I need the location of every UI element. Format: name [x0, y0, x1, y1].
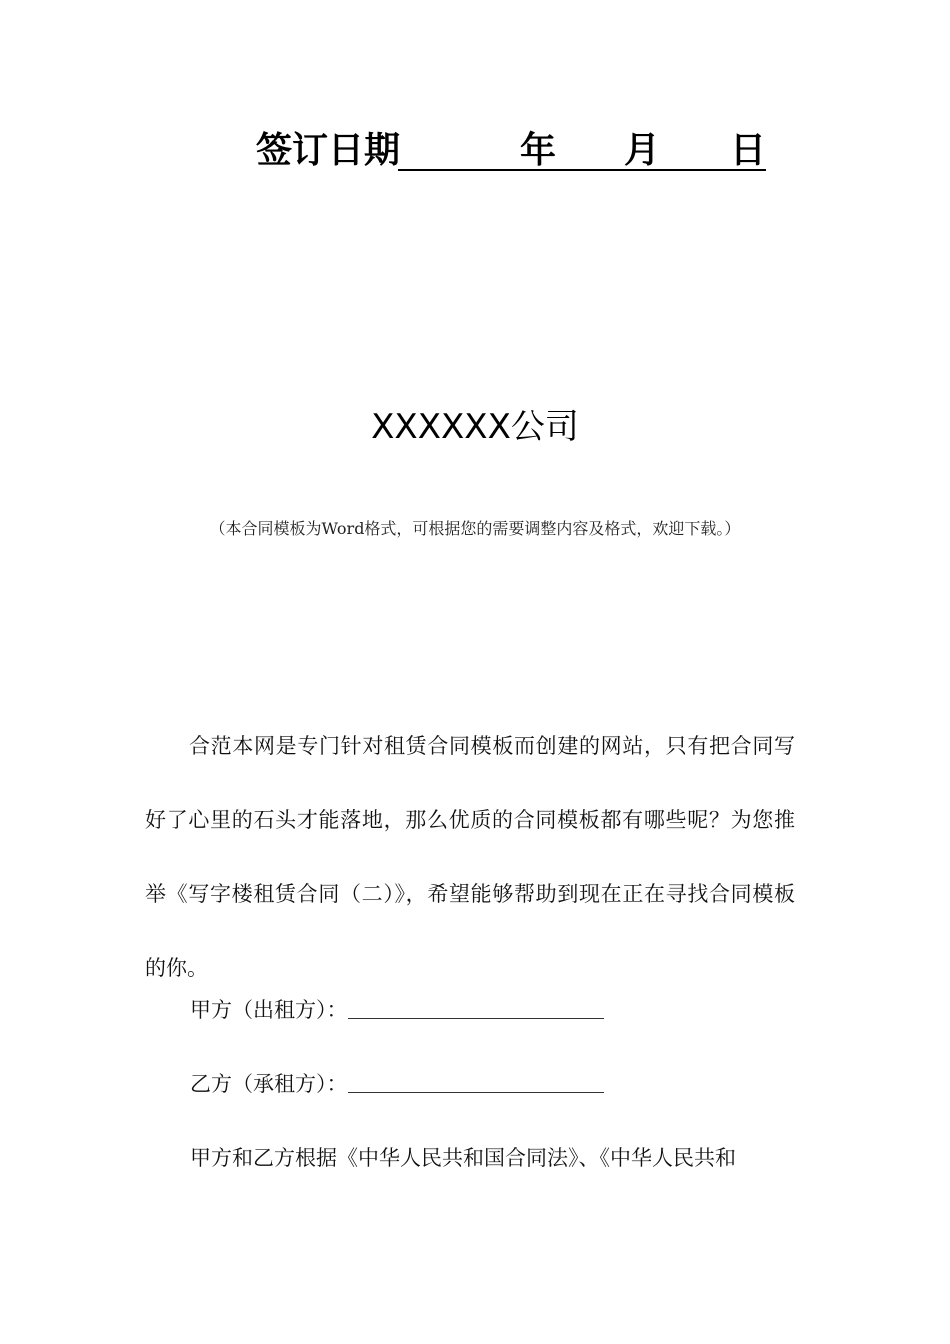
- template-note: （本合同模板为Word格式，可根据您的需要调整内容及格式，欢迎下载。）: [209, 519, 741, 538]
- party-a-label: 甲方（出租方）：: [190, 998, 348, 1022]
- party-b-label: 乙方（承租方）：: [190, 1072, 348, 1096]
- signing-date-label: 签订日期: [256, 130, 401, 171]
- year-label: 年: [520, 130, 557, 171]
- party-a-line: [190, 988, 604, 1032]
- signing-date-underline: [398, 169, 766, 171]
- month-label: 月: [624, 130, 661, 171]
- day-label: 日: [730, 130, 767, 171]
- company-name: XXXXXX公司: [371, 407, 579, 447]
- party-a-blank: [348, 998, 604, 1019]
- party-b-blank: [348, 1072, 604, 1093]
- intro-paragraph: 合范本网是专门针对租赁合同模板而创建的网站，只有把合同写好了心里的石头才能落地，那么优质的合同模板都有哪些呢？为您推举《写字楼租赁合同（二）》，希望能够帮助到现在正在寻找合同模板的你。: [145, 734, 795, 980]
- closing-paragraph: 甲方和乙方根据《中华人民共和国合同法》、《中华人民共和: [190, 1146, 736, 1170]
- party-b-line: [190, 1062, 604, 1106]
